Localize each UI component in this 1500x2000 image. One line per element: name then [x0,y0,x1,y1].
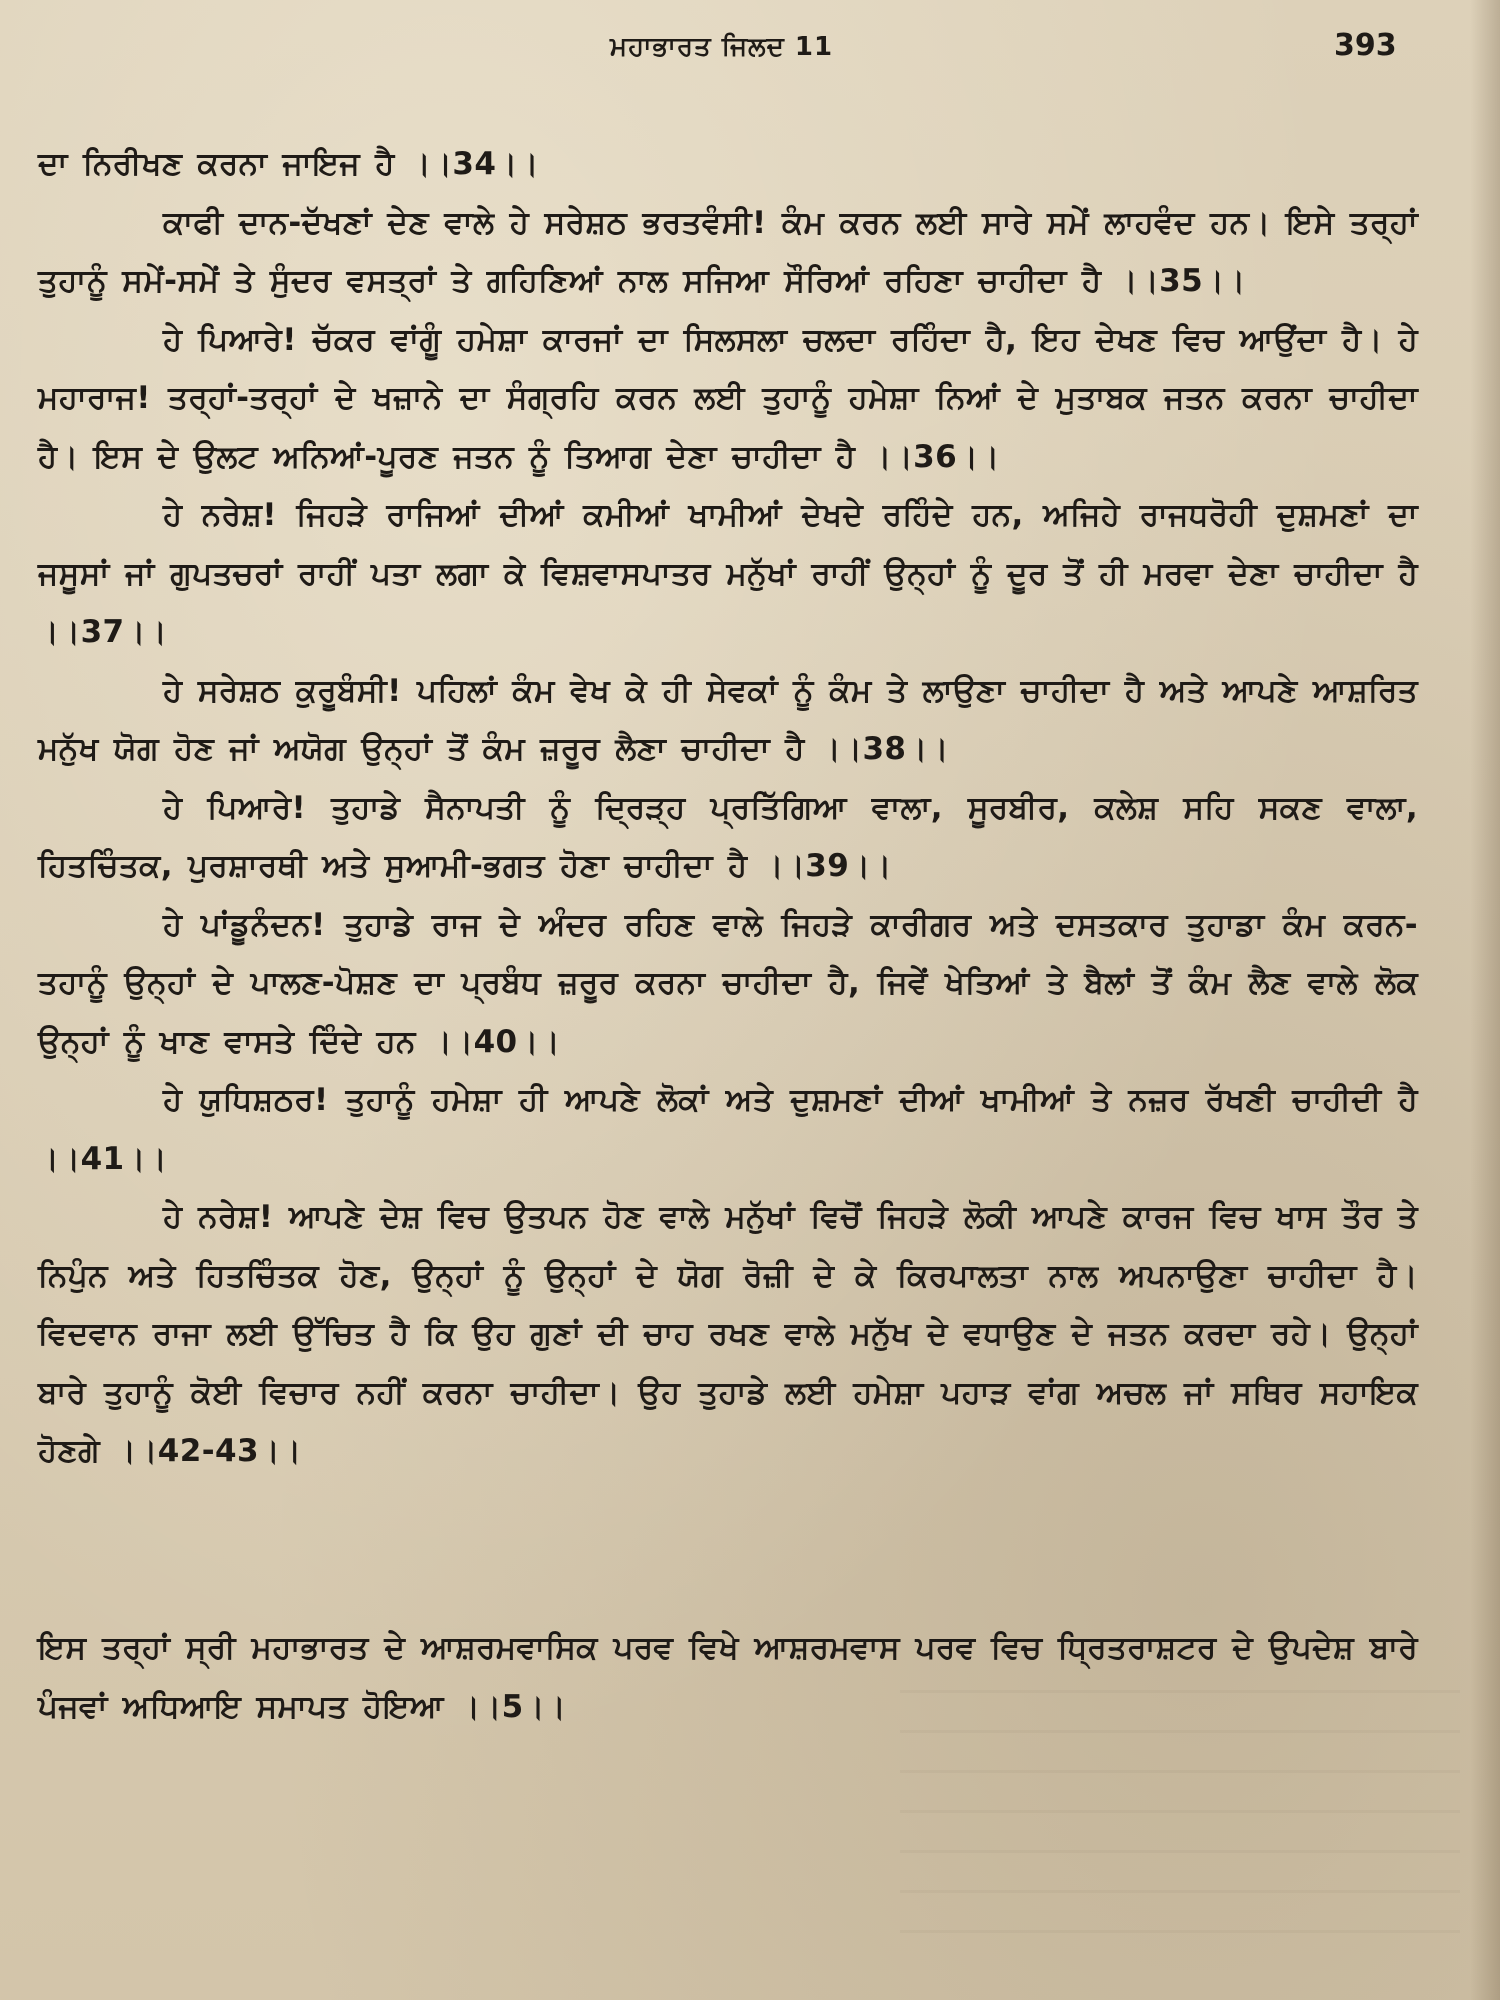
paragraph-39: ਹੇ ਪਿਆਰੇ! ਤੁਹਾਡੇ ਸੈਨਾਪਤੀ ਨੂੰ ਦ੍ਰਿੜ੍ਹ ਪ੍ਰਤਿੱਗਿਆ ਵਾਲਾ, ਸੂਰਬੀਰ, ਕਲੇਸ਼ ਸਹਿ ਸਕਣ ਵਾਲਾ, ਹਿਤਚਿੰਤਕ, ਪੁਰਸ਼ਾਰਥੀ ਅਤੇ ਸੁਆਮੀ-ਭਗਤ ਹੋਣਾ ਚਾਹੀਦਾ ਹੈ ।।39।। [38,789,1418,884]
paragraph-41: ਹੇ ਯੁਧਿਸ਼ਠਰ! ਤੁਹਾਨੂੰ ਹਮੇਸ਼ਾ ਹੀ ਆਪਣੇ ਲੋਕਾਂ ਅਤੇ ਦੁਸ਼ਮਣਾਂ ਦੀਆਂ ਖਾਮੀਆਂ ਤੇ ਨਜ਼ਰ ਰੱਖਣੀ ਚਾਹੀਦੀ ਹੈ ।।41।। [38,1082,1418,1177]
paragraph-40: ਹੇ ਪਾਂਡੂਨੰਦਨ! ਤੁਹਾਡੇ ਰਾਜ ਦੇ ਅੰਦਰ ਰਹਿਣ ਵਾਲੇ ਜਿਹੜੇ ਕਾਰੀਗਰ ਅਤੇ ਦਸਤਕਾਰ ਤੁਹਾਡਾ ਕੰਮ ਕਰਨ-ਤਹਾਨੂੰ ਉਨ੍ਹਾਂ ਦੇ ਪਾਲਣ-ਪੋਸ਼ਣ ਦਾ ਪ੍ਰਬੰਧ ਜ਼ਰੂਰ ਕਰਨਾ ਚਾਹੀਦਾ ਹੈ, ਜਿਵੇਂ ਖੇਤਿਆਂ ਤੇ ਬੈਲਾਂ ਤੋਂ ਕੰਮ ਲੈਣ ਵਾਲੇ ਲੋਕ ਉਨ੍ਹਾਂ ਨੂੰ ਖਾਣ ਵਾਸਤੇ ਦਿੰਦੇ ਹਨ ।।40।। [38,906,1418,1060]
paragraph-37: ਹੇ ਨਰੇਸ਼! ਜਿਹੜੇ ਰਾਜਿਆਂ ਦੀਆਂ ਕਮੀਆਂ ਖਾਮੀਆਂ ਦੇਖਦੇ ਰਹਿੰਦੇ ਹਨ, ਅਜਿਹੇ ਰਾਜਧਰੋਹੀ ਦੁਸ਼ਮਣਾਂ ਦਾ ਜਸੂਸਾਂ ਜਾਂ ਗੁਪਤਚਰਾਂ ਰਾਹੀਂ ਪਤਾ ਲਗਾ ਕੇ ਵਿਸ਼ਵਾਸਪਾਤਰ ਮਨੁੱਖਾਂ ਰਾਹੀਂ ਉਨ੍ਹਾਂ ਨੂੰ ਦੂਰ ਤੋਂ ਹੀ ਮਰਵਾ ਦੇਣਾ ਚਾਹੀਦਾ ਹੈ ।।37।। [38,497,1418,650]
paragraph-36: ਹੇ ਪਿਆਰੇ! ਚੱਕਰ ਵਾਂਗੂੰ ਹਮੇਸ਼ਾ ਕਾਰਜਾਂ ਦਾ ਸਿਲਸਲਾ ਚਲਦਾ ਰਹਿੰਦਾ ਹੈ, ਇਹ ਦੇਖਣ ਵਿਚ ਆਉਂਦਾ ਹੈ। ਹੇ ਮਹਾਰਾਜ! ਤਰ੍ਹਾਂ-ਤਰ੍ਹਾਂ ਦੇ ਖਜ਼ਾਨੇ ਦਾ ਸੰਗ੍ਰਹਿ ਕਰਨ ਲਈ ਤੁਹਾਨੂੰ ਹਮੇਸ਼ਾ ਨਿਆਂ ਦੇ ਮੁਤਾਬਕ ਜਤਨ ਕਰਨਾ ਚਾਹੀਦਾ ਹੈ। ਇਸ ਦੇ ਉਲਟ ਅਨਿਆਂ-ਪੂਰਣ ਜਤਨ ਨੂੰ ਤਿਆਗ ਦੇਣਾ ਚਾਹੀਦਾ ਹੈ ।।36।। [38,321,1418,475]
paragraph-42-43: ਹੇ ਨਰੇਸ਼! ਆਪਣੇ ਦੇਸ਼ ਵਿਚ ਉਤਪਨ ਹੋਣ ਵਾਲੇ ਮਨੁੱਖਾਂ ਵਿਚੋਂ ਜਿਹੜੇ ਲੋਕੀ ਆਪਣੇ ਕਾਰਜ ਵਿਚ ਖਾਸ ਤੌਰ ਤੇ ਨਿਪੁੰਨ ਅਤੇ ਹਿਤਚਿੰਤਕ ਹੋਣ, ਉਨ੍ਹਾਂ ਨੂੰ ਉਨ੍ਹਾਂ ਦੇ ਯੋਗ ਰੋਜ਼ੀ ਦੇ ਕੇ ਕਿਰਪਾਲਤਾ ਨਾਲ ਅਪਨਾਉਣਾ ਚਾਹੀਦਾ ਹੈ। ਵਿਦਵਾਨ ਰਾਜਾ ਲਈ ਉੱਚਿਤ ਹੈ ਕਿ ਉਹ ਗੁਣਾਂ ਦੀ ਚਾਹ ਰਖਣ ਵਾਲੇ ਮਨੁੱਖ ਦੇ ਵਧਾਉਣ ਦੇ ਜਤਨ ਕਰਦਾ ਰਹੇ। ਉਨ੍ਹਾਂ ਬਾਰੇ ਤੁਹਾਨੂੰ ਕੋਈ ਵਿਚਾਰ ਨਹੀਂ ਕਰਨਾ ਚਾਹੀਦਾ। ਉਹ ਤੁਹਾਡੇ ਲਈ ਹਮੇਸ਼ਾ ਪਹਾੜ ਵਾਂਗ ਅਚਲ ਜਾਂ ਸਥਿਰ ਸਹਾਇਕ ਹੋਣਗੇ ।।42-43।। [38,1199,1418,1469]
paragraph-35: ਕਾਫੀ ਦਾਨ-ਦੱਖਣਾਂ ਦੇਣ ਵਾਲੇ ਹੇ ਸਰੇਸ਼ਠ ਭਰਤਵੰਸੀ! ਕੰਮ ਕਰਨ ਲਈ ਸਾਰੇ ਸਮੇਂ ਲਾਹਵੰਦ ਹਨ। ਇਸੇ ਤਰ੍ਹਾਂ ਤੁਹਾਨੂੰ ਸਮੇਂ-ਸਮੇਂ ਤੇ ਸੁੰਦਰ ਵਸਤ੍ਰਾਂ ਤੇ ਗਹਿਣਿਆਂ ਨਾਲ ਸਜਿਆ ਸੌਰਿਆਂ ਰਹਿਣਾ ਚਾਹੀਦਾ ਹੈ ।।35।। [38,204,1418,299]
running-head [0,28,1500,68]
paragraph-34: ਦਾ ਨਿਰੀਖਣ ਕਰਨਾ ਜਾਇਜ ਹੈ ।।34।। [38,146,539,182]
page-number: 393 [1334,28,1397,63]
chapter-colophon: ਇਸ ਤਰ੍ਹਾਂ ਸ੍ਰੀ ਮਹਾਭਾਰਤ ਦੇ ਆਸ਼ਰਮਵਾਸਿਕ ਪਰਵ ਵਿਖੇ ਆਸ਼ਰਮਵਾਸ ਪਰਵ ਵਿਚ ਧ੍ਰਿਤਰਾਸ਼ਟਰ ਦੇ ਉਪਦੇਸ਼ ਬਾਰੇ ਪੰਜਵਾਂ ਅਧਿਆਇ ਸਮਾਪਤ ਹੋਇਆ ।।5।। [38,1630,1418,1725]
book-title-header: ਮਹਾਭਾਰਤ ਜਿਲਦ 11 [610,32,834,62]
paragraph-38: ਹੇ ਸਰੇਸ਼ਠ ਕੁਰੂਬੰਸੀ! ਪਹਿਲਾਂ ਕੰਮ ਵੇਖ ਕੇ ਹੀ ਸੇਵਕਾਂ ਨੂੰ ਕੰਮ ਤੇ ਲਾਉਣਾ ਚਾਹੀਦਾ ਹੈ ਅਤੇ ਆਪਣੇ ਆਸ਼ਰਿਤ ਮਨੁੱਖ ਯੋਗ ਹੋਣ ਜਾਂ ਅਯੋਗ ਉਨ੍ਹਾਂ ਤੋਂ ਕੰਮ ਜ਼ਰੂਰ ਲੈਣਾ ਚਾਹੀਦਾ ਹੈ ।।38।। [38,672,1418,767]
main-text-block [38,135,1418,1481]
